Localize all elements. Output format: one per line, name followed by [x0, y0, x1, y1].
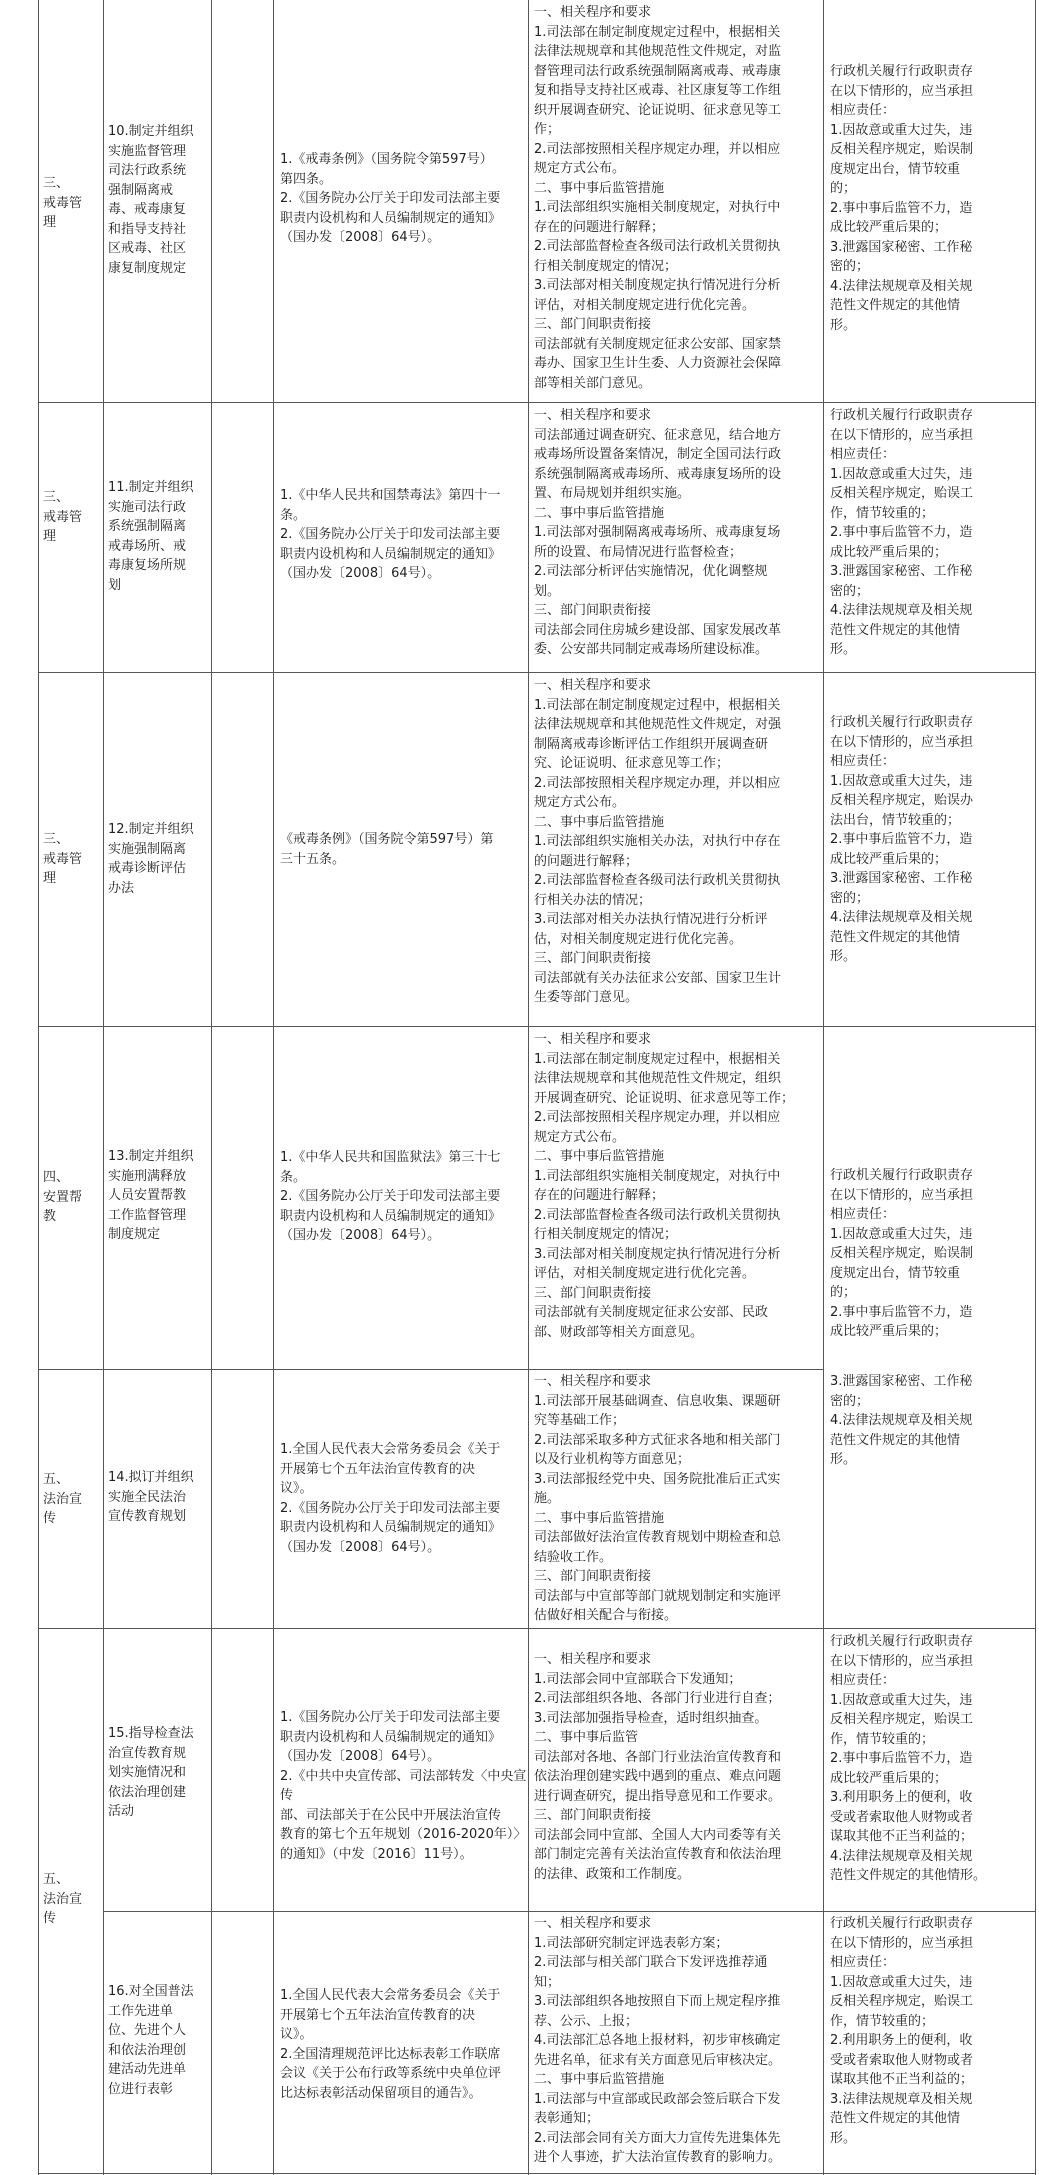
row-item: 13.制定并组织 实施刑满释放 人员安置帮教 工作监督管理 制度规定 — [108, 1149, 194, 1242]
row-legal-basis: 1.全国人民代表大会常务委员会《关于 开展第七个五年法治宣传教育的决 议》。 2.全国清理规范评比达标表彰工作联席 会议《关于公布行政等系统中央单位评 比达标表彰活动保留项目的通告》。 — [280, 1988, 502, 2101]
row-item: 12.制定并组织 实施强制隔离 戒毒诊断评估 办法 — [108, 822, 194, 896]
row-category: 三、 戒毒管 理 — [43, 832, 83, 886]
row-responsibility: 行政机关履行行政职责存 在以下情形的，应当承担 相应责任： 1.因故意或重大过失，违 反相关程序规定，贻误办 法出台，情节较重的； 2.事中事后监管不力，造 成比较严重后果的； 3.泄露国家秘密、工作秘 密的； 4.法律法规规章及相关规 范性文件规定的其他情 形。 — [830, 715, 974, 964]
row-category: 三、 戒毒管 理 — [43, 490, 83, 544]
grid-line — [211, 0, 212, 2175]
row-responsibility: 行政机关履行行政职责存 在以下情形的，应当承担 相应责任： 1.因故意或重大过失，违 反相关程序规定，贻误工 作，情节较重的； 2.事中事后监管不力，造 成比较严重后果的； 3.利用职务上的便利，收 受或者索取他人财物或者 谋取其他不正当利益的； 4.法律法规规章及相关规 范性文件规定的其他情形。 — [830, 1634, 987, 1883]
row-responsibility: 行政机关履行行政职责存 在以下情形的，应当承担 相应责任： 1.因故意或重大过失，违 反相关程序规定，贻误工 作，情节较重的； 2.利用职务上的便利，收 受或者索取他人财物或者 谋取其他不正当利益的； 3.法律法规规章及相关规 范性文件规定的其他情 形。 — [830, 1916, 974, 2146]
row-legal-basis: 1.《戒毒条例》（国务院令第597号） 第四条。 2.《国务院办公厅关于印发司法部主要 职责内设机构和人员编制规定的通知》 （国办发〔2008〕64号）。 — [280, 152, 502, 245]
row-legal-basis: 1.全国人民代表大会常务委员会《关于 开展第七个五年法治宣传教育的决 议》。 2.《国务院办公厅关于印发司法部主要 职责内设机构和人员编制规定的通知》 （国办发〔2008〕64号）。 — [280, 1442, 502, 1555]
grid-line — [103, 1911, 1036, 1912]
row-item: 11.制定并组织 实施司法行政 系统强制隔离 戒毒场所、戒 毒康复场所规 划 — [108, 480, 194, 593]
row-procedure: 一、相关程序和要求 1.司法部研究制定评选表彰方案； 2.司法部与相关部门联合下发评选推荐通 知； 3.司法部组织各地按照自下而上规定程序推 荐、公示、上报； 4.司法部汇总各地上报材料，初步审核确定 先进名单，征求有关方面意见后审核决定。 二、事中事后监管措施 1.司法部与中宣部或民政部会签后联合下发 表彰通知； 2.司法部会同有关方面大力宣传先进集体先 进个人事迹，扩大法治宣传教育的影响力。 — [534, 1916, 782, 2165]
row-procedure: 一、相关程序和要求 1.司法部在制定制度规定过程中，根据相关 法律法规规章和其他规范性文件规定，对监 督管理司法行政系统强制隔离戒毒、戒毒康 复和指导支持社区戒毒、社区康复等工作组 织开展调查研究、论证说明、征求意见等工 作； 2.司法部按照相关程序规定办理，并以相应 规定方式公布。 二、事中事后监管措施 1.司法部组织实施相关制度规定，对执行中 存在的问题进行解释； 2.司法部监督检查各级司法行政机关贯彻执 行相关制度规定的情况； 3.司法部对相关制度规定执行情况进行分析 评估，对相关制度规定进行优化完善。 三、部门间职责衔接 司法部就有关制度规定征求公安部、国家禁 毒办、国家卫生计生委、人力资源社会保障 部等相关部门意见。 — [534, 5, 782, 391]
grid-line — [38, 1026, 1036, 1027]
row-category: 三、 戒毒管 理 — [43, 176, 83, 230]
row-responsibility: 3.泄露国家秘密、工作秘 密的； 4.法律法规规章及相关规 范性文件规定的其他情 形。 — [830, 1374, 973, 1467]
row-legal-basis: 《戒毒条例》（国务院令第597号）第 三十五条。 — [280, 832, 494, 867]
row-legal-basis: 1.《国务院办公厅关于印发司法部主要 职责内设机构和人员编制规定的通知》 （国办发〔2008〕64号）。 2.《中共中央宣传部、司法部转发〈中央宣传 部、司法部关于在公民中开展法治宣传 教育的第七个五年规划（2016-2020年）〉 的通知》（中发〔2016〕11号）。 — [280, 1710, 527, 1862]
row-legal-basis: 1.《中华人民共和国监狱法》第三十七 条。 2.《国务院办公厅关于印发司法部主要 职责内设机构和人员编制规定的通知》 （国办发〔2008〕64号）。 — [280, 1150, 502, 1243]
row-item: 16.对全国普法 工作先进单 位、先进个人 和依法治理创 建活动先进单 位进行表彰 — [108, 1984, 194, 2097]
row-category: 五、 法治宣 传 — [43, 1872, 83, 1926]
row-category: 五、 法治宣 传 — [43, 1472, 83, 1526]
row-category: 四、 安置帮 教 — [43, 1170, 83, 1224]
row-responsibility: 行政机关履行行政职责存 在以下情形的，应当承担 相应责任： 1.因故意或重大过失，违 反相关程序规定，贻误制 度规定出台，情节较重 的； 2.事中事后监管不力，造 成比较严重后果的； 3.泄露国家秘密、工作秘 密的； 4.法律法规规章及相关规 范性文件规定的其他情 形。 — [830, 64, 974, 333]
row-responsibility: 行政机关履行行政职责存 在以下情形的，应当承担 相应责任： 1.因故意或重大过失，违 反相关程序规定，贻误工 作，情节较重的； 2.事中事后监管不力，造 成比较严重后果的； 3.泄露国家秘密、工作秘 密的； 4.法律法规规章及相关规 范性文件规定的其他情 形。 — [830, 408, 974, 657]
row-procedure: 一、相关程序和要求 司法部通过调查研究、征求意见，结合地方 戒毒场所设置备案情况，制定全国司法行政 系统强制隔离戒毒场所、戒毒康复场所的设 置、布局规划并组织实施。 二、事中事后监管措施 1.司法部对强制隔离戒毒场所、戒毒康复场 所的设置、布局情况进行监督检查； 2.司法部分析评估实施情况，优化调整规 划。 三、部门间职责衔接 司法部会同住房城乡建设部、国家发展改革 委、公安部共同制定戒毒场所建设标准。 — [534, 408, 782, 657]
row-procedure: 一、相关程序和要求 1.司法部会同中宣部联合下发通知； 2.司法部组织各地、各部门行业进行自查； 3.司法部加强指导检查，适时组织抽查。 二、事中事后监管 司法部对各地、各部门行业法治宣传教育和 依法治理创建实践中遇到的重点、难点问题 进行调查研究，提出指导意见和工作要求。 三、部门间职责衔接 司法部会同中宣部、全国人大内司委等有关 部门制定完善有关法治宣传教育和依法治理 的法律、政策和工作制度。 — [534, 1652, 782, 1882]
grid-line — [38, 672, 1036, 673]
row-procedure: 一、相关程序和要求 1.司法部在制定制度规定过程中，根据相关 法律法规规章和其他规范性文件规定，对强 制隔离戒毒诊断评估工作组织开展调查研 究、论证说明、征求意见等工作； 2.司法部按照相关程序规定办理，并以相应 规定方式公布。 二、事中事后监管措施 1.司法部组织实施相关办法，对执行中存在 的问题进行解释； 2.司法部监督检查各级司法行政机关贯彻执 行相关办法的情况； 3.司法部对相关办法执行情况进行分析评 估，对相关制度规定进行优化完善。 三、部门间职责衔接 司法部就有关办法征求公安部、国家卫生计 生委等部门意见。 — [534, 678, 782, 1005]
grid-line — [273, 0, 274, 2175]
grid-line — [38, 1369, 824, 1370]
grid-line — [38, 0, 39, 2175]
grid-line — [38, 402, 1036, 403]
grid-line — [38, 1628, 1036, 1629]
row-procedure: 一、相关程序和要求 1.司法部开展基础调查、信息收集、课题研 究等基础工作； 2.司法部采取多种方式征求各地和相关部门 以及行业机构等方面意见； 3.司法部报经党中央、国务院批准后正式实 施。 二、事中事后监管措施 司法部做好法治宣传教育规划中期检查和总 结验收工作。 三、部门间职责衔接 司法部与中宣部等部门就规划制定和实施评 估做好相关配合与衔接。 — [534, 1374, 782, 1623]
row-responsibility: 行政机关履行行政职责存 在以下情形的，应当承担 相应责任： 1.因故意或重大过失，违 反相关程序规定，贻误制 度规定出台，情节较重 的； 2.事中事后监管不力，造 成比较严重后果的； — [830, 1168, 974, 1339]
grid-line — [823, 0, 824, 2175]
grid-line — [1035, 0, 1036, 2175]
row-item: 15.指导检查法 治宣传教育规 划实施情况和 依法治理创建 活动 — [108, 1726, 194, 1819]
row-legal-basis: 1.《中华人民共和国禁毒法》第四十一 条。 2.《国务院办公厅关于印发司法部主要 职责内设机构和人员编制规定的通知》 （国办发〔2008〕64号）。 — [280, 488, 502, 581]
grid-line — [103, 0, 104, 2175]
row-item: 14.拟订并组织 实施全民法治 宣传教育规划 — [108, 1470, 194, 1524]
row-procedure: 一、相关程序和要求 1.司法部在制定制度规定过程中，根据相关 法律法规规章和其他规范性文件规定，组织 开展调查研究、论证说明、征求意见等工作； 2.司法部按照相关程序规定办理，并以相应 规定方式公布。 二、事中事后监管措施 1.司法部组织实施相关制度规定，对执行中 存在的问题进行解释； 2.司法部监督检查各级司法行政机关贯彻执 行相关制度规定的情况； 3.司法部对相关制度规定执行情况进行分析 评估，对相关制度规定进行优化完善。 三、部门间职责衔接 司法部就有关制度规定征求公安部、民政 部、财政部等相关方面意见。 — [534, 1032, 795, 1340]
row-item: 10.制定并组织 实施监督管理 司法行政系统 强制隔离戒 毒、戒毒康复 和指导支持社 区戒毒、社区 康复制度规定 — [108, 124, 194, 276]
grid-line — [38, 2173, 1036, 2174]
